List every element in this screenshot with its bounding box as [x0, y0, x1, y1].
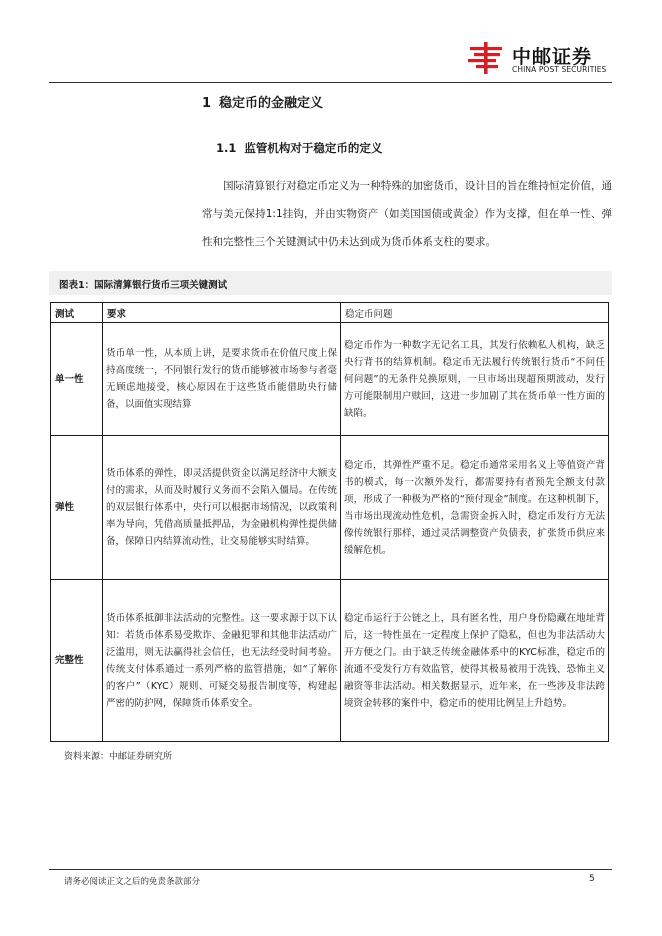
row-test-label: 弹性 — [51, 436, 103, 580]
table-header-row — [51, 303, 609, 323]
data-source-note: 资料来源：中邮证券研究所 — [64, 752, 173, 762]
section-title: 稳定币的金融定义 — [219, 96, 324, 111]
subsection-title: 监管机构对于稳定币的定义 — [244, 141, 383, 155]
page-number: 5 — [589, 874, 595, 884]
row-stablecoin-issue: 稳定币作为一种数字无记名工具，其发行依赖私人机构，缺乏央行背书的结算机制。稳定币无法履行传统银行货币“不问任何问题”的无条件兑换原则，一旦市场出现超预期波动，发行方可能限制用户赎回，这进一步加剧了其在货币单一性方面的缺陷。 — [341, 323, 609, 436]
footer-disclaimer: 请务必阅读正文之后的免责条款部分 — [64, 877, 201, 887]
company-logo — [466, 38, 616, 78]
footer-divider — [49, 869, 612, 870]
section-heading — [202, 92, 323, 111]
header-requirement: 要求 — [103, 303, 341, 323]
row-stablecoin-issue: 稳定币，其弹性严重不足。稳定币通常采用名义上等值资产背书的模式，每一次额外发行，都需要持有者预先全额支付款项，形成了一种极为严格的“预付现金”制度。在这种机制下，当市场出现流动性危机，急需资金拆入时，稳定币发行方无法像传统银行那样，通过灵活调整资产负债表，扩张货币供应来缓解危机。 — [341, 436, 609, 580]
table-row — [51, 580, 609, 742]
row-test-label: 完整性 — [51, 580, 103, 742]
figure-title: 图表1：国际清算银行货币三项关键测试 — [49, 271, 612, 295]
intro-paragraph: 国际清算银行对稳定币定义为一种特殊的加密货币，设计目的旨在维持恒定价值，通常与美元保持1:1挂钩，并由实物资产（如美国国债或黄金）作为支撑，但在单一性、弹性和完整性三个关键测试中仍未达到成为货币体系支柱的要求。 — [202, 180, 612, 248]
row-requirement: 货币体系的弹性，即灵活提供资金以满足经济中大额支付的需求，从而及时履行义务而不会陷入僵局。在传统的双层银行体系中，央行可以根据市场情况，以政策利率为导向，凭借高质量抵押品，为金融机构弹性提供储备，保障日内结算流动性，让交易能够实时结算。 — [103, 436, 341, 580]
header-divider — [49, 82, 612, 83]
row-requirement: 货币体系抵御非法活动的完整性。这一要求源于以下认知：若货币体系易受欺诈、金融犯罪和其他非法活动广泛滥用，则无法赢得社会信任，也无法经受时间考验。传统支付体系通过一系列严格的监管措施，如“了解你的客户”（KYC）规则、可疑交易报告制度等，构建起严密的防护网，保障货币体系安全。 — [103, 580, 341, 742]
row-requirement: 货币单一性，从本质上讲，是要求货币在价值尺度上保持高度统一，不同银行发行的货币能够被市场参与者毫无顾虑地接受，核心原因在于这些货币能借助央行储备，以面值实现结算 — [103, 323, 341, 436]
china-post-logo-icon — [466, 38, 506, 78]
key-tests-table — [50, 302, 609, 742]
row-stablecoin-issue: 稳定币运行于公链之上，具有匿名性，用户身份隐藏在地址背后，这一特性虽在一定程度上保护了隐私，但也为非法活动大开方便之门。由于缺乏传统金融体系中的KYC标准，稳定币的流通不受发行方有效监管，使得其极易被用于洗钱、恐怖主义融资等非法活动。相关数据显示，近年来，在一些涉及非法跨境资金转移的案件中，稳定币的使用比例呈上升趋势。 — [341, 580, 609, 742]
logo-chinese-name: 中邮证券 — [512, 46, 593, 68]
header-stablecoin-issue: 稳定币问题 — [341, 303, 609, 323]
subsection-heading — [216, 140, 382, 156]
subsection-number: 1.1 — [216, 141, 237, 155]
section-number: 1 — [202, 96, 212, 111]
table-row — [51, 436, 609, 580]
table-row — [51, 323, 609, 436]
header-test: 测试 — [51, 303, 103, 323]
logo-english-name: CHINA POST SECURITIES — [512, 65, 607, 74]
row-test-label: 单一性 — [51, 323, 103, 436]
